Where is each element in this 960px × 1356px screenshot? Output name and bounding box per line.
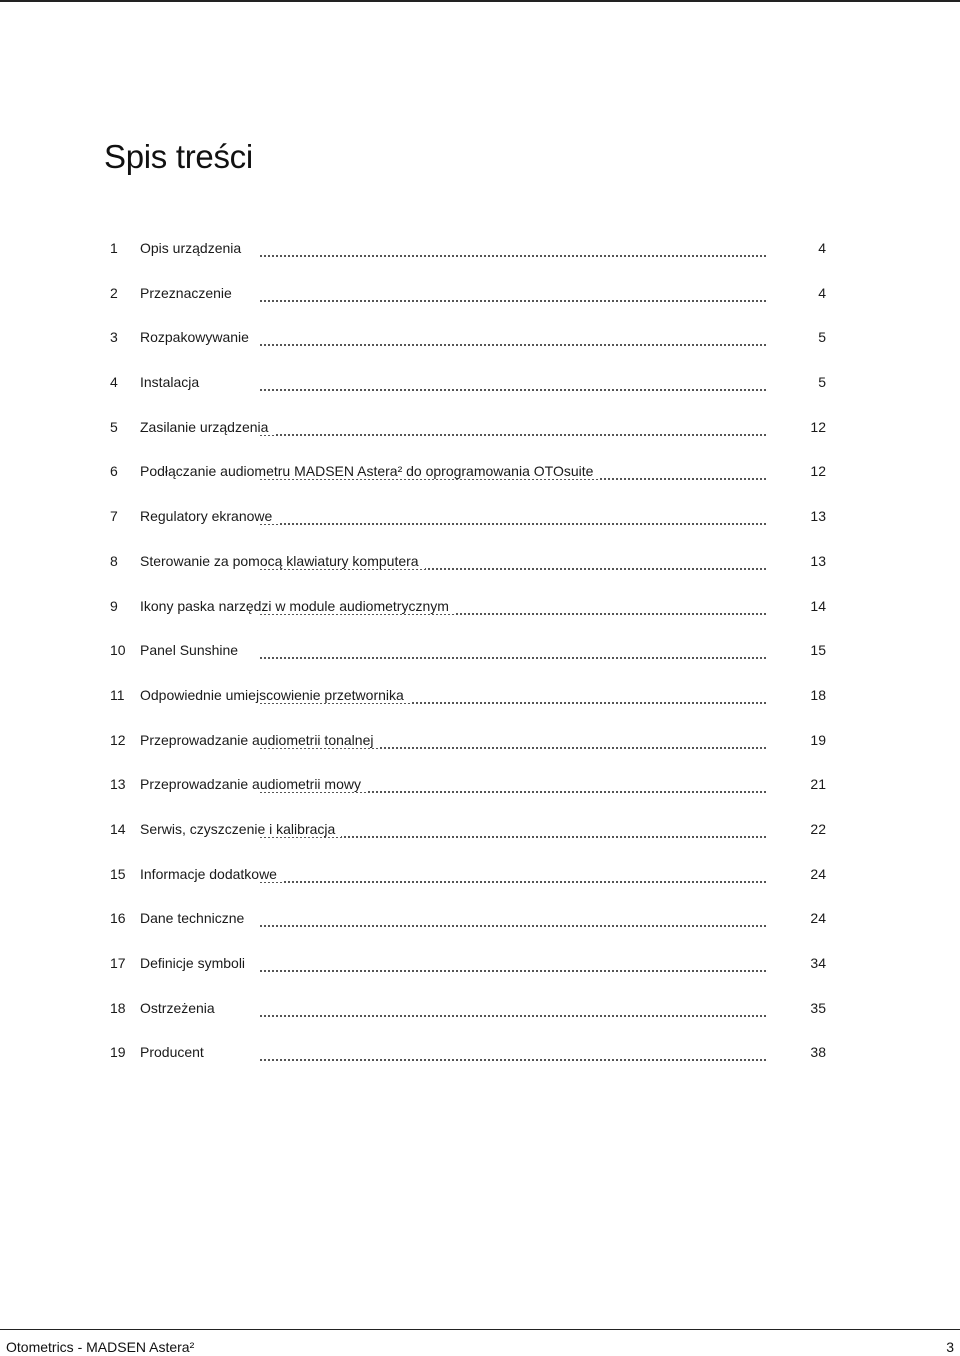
toc-entry[interactable] (110, 502, 828, 547)
toc-entry-number: 14 (110, 820, 126, 837)
toc-entry-page: 19 (810, 731, 826, 748)
toc-entry-number: 4 (110, 374, 118, 391)
toc-entry-page: 12 (810, 463, 826, 480)
toc-entry-number: 8 (110, 552, 118, 569)
toc-entry-number: 13 (110, 776, 126, 793)
toc-dot-leader (260, 300, 766, 302)
toc-dot-leader (260, 389, 766, 391)
footer-divider (0, 1329, 960, 1330)
toc-entry-number: 11 (110, 686, 125, 703)
toc-dot-leader (260, 344, 766, 346)
toc-entry[interactable] (110, 949, 828, 994)
toc-entry-page: 5 (818, 374, 826, 391)
toc-entry-page: 38 (810, 1044, 826, 1061)
toc-entry-number: 9 (110, 597, 118, 614)
toc-entry-page: 13 (810, 508, 826, 525)
toc-dot-leader (260, 523, 766, 525)
toc-entry-label: Definicje symboli (140, 955, 251, 971)
toc-entry-label: Rozpakowywanie (140, 329, 255, 345)
toc-entry-label: Panel Sunshine (140, 642, 244, 658)
toc-dot-leader (260, 925, 766, 927)
toc-entry[interactable] (110, 279, 828, 324)
toc-entry-page: 5 (818, 329, 826, 346)
footer-publication-name: Otometrics - MADSEN Astera² (6, 1339, 195, 1355)
toc-entry[interactable] (110, 994, 828, 1039)
toc-entry[interactable] (110, 547, 828, 592)
toc-entry-number: 6 (110, 463, 118, 480)
toc-dot-leader (260, 1015, 766, 1017)
toc-entry-page: 34 (810, 955, 826, 971)
toc-entry-label: Przeznaczenie (140, 285, 238, 301)
toc-entry[interactable] (110, 368, 828, 413)
toc-entry-page: 24 (810, 910, 826, 927)
toc-entry-page: 22 (810, 820, 826, 837)
toc-entry-number: 2 (110, 284, 118, 301)
toc-entry-label: Instalacja (140, 374, 205, 390)
toc-entry[interactable] (110, 1038, 828, 1083)
toc-entry[interactable] (110, 636, 828, 681)
toc-entry-label: Podłączanie audiometru MADSEN Astera² do oprogramowania OTOsuite (140, 463, 599, 479)
toc-entry-number: 10 (110, 642, 126, 659)
toc-entry[interactable] (110, 457, 828, 502)
page-title: Spis treści (104, 138, 253, 175)
toc-entry-number: 18 (110, 999, 126, 1016)
toc-entry-page: 13 (810, 552, 826, 569)
toc-dot-leader (260, 255, 766, 257)
toc-entry-label: Serwis, czyszczenie i kalibracja (140, 821, 341, 837)
toc-dot-leader (260, 434, 766, 436)
toc-entry-number: 7 (110, 508, 118, 525)
toc-entry-page: 35 (810, 999, 826, 1016)
toc-entry[interactable] (110, 726, 828, 771)
toc-entry-number: 15 (110, 865, 126, 882)
toc-entry-label: Przeprowadzanie audiometrii mowy (140, 776, 367, 792)
toc-entry-number: 12 (110, 731, 126, 748)
toc-entry-number: 1 (110, 240, 118, 256)
footer-page-number: 3 (946, 1339, 954, 1355)
toc-dot-leader (260, 1059, 766, 1061)
toc-entry-label: Opis urządzenia (140, 240, 247, 256)
toc-entry-label: Dane techniczne (140, 910, 250, 926)
toc-entry[interactable] (110, 592, 828, 637)
toc-entry-label: Ostrzeżenia (140, 1000, 221, 1016)
toc-entry[interactable] (110, 815, 828, 860)
toc-entry-page: 18 (810, 686, 826, 703)
toc-entry-label: Przeprowadzanie audiometrii tonalnej (140, 732, 379, 748)
toc-entry[interactable] (110, 860, 828, 905)
toc-entry-label: Regulatory ekranowe (140, 508, 278, 524)
toc-entry-page: 24 (810, 865, 826, 882)
toc-entry-label: Odpowiednie umiejscowienie przetwornika (140, 687, 410, 703)
toc-entry-label: Ikony paska narzędzi w module audiometrycznym (140, 598, 455, 614)
toc-dot-leader (260, 970, 766, 972)
toc-entry-page: 14 (810, 597, 826, 614)
toc-entry-page: 12 (810, 418, 826, 435)
toc-entry[interactable] (110, 904, 828, 949)
toc-entry-number: 3 (110, 329, 118, 346)
top-border-line (0, 0, 960, 2)
toc-entry-number: 5 (110, 418, 118, 435)
toc-entry[interactable] (110, 413, 828, 458)
table-of-contents (110, 234, 828, 1083)
toc-entry-number: 16 (110, 910, 126, 927)
toc-dot-leader (260, 881, 766, 883)
toc-entry-label: Zasilanie urządzenia (140, 419, 274, 435)
toc-entry-number: 17 (110, 955, 126, 971)
toc-entry-page: 15 (810, 642, 826, 659)
toc-entry-label: Producent (140, 1044, 210, 1060)
toc-entry-label: Sterowanie za pomocą klawiatury komputera (140, 553, 425, 569)
toc-entry[interactable] (110, 234, 828, 279)
toc-entry-page: 4 (818, 284, 826, 301)
toc-entry[interactable] (110, 323, 828, 368)
toc-entry-number: 19 (110, 1044, 126, 1061)
toc-entry-page: 4 (818, 240, 826, 256)
toc-entry[interactable] (110, 770, 828, 815)
toc-dot-leader (260, 657, 766, 659)
toc-entry-label: Informacje dodatkowe (140, 866, 283, 882)
toc-entry[interactable] (110, 681, 828, 726)
toc-entry-page: 21 (810, 776, 826, 793)
